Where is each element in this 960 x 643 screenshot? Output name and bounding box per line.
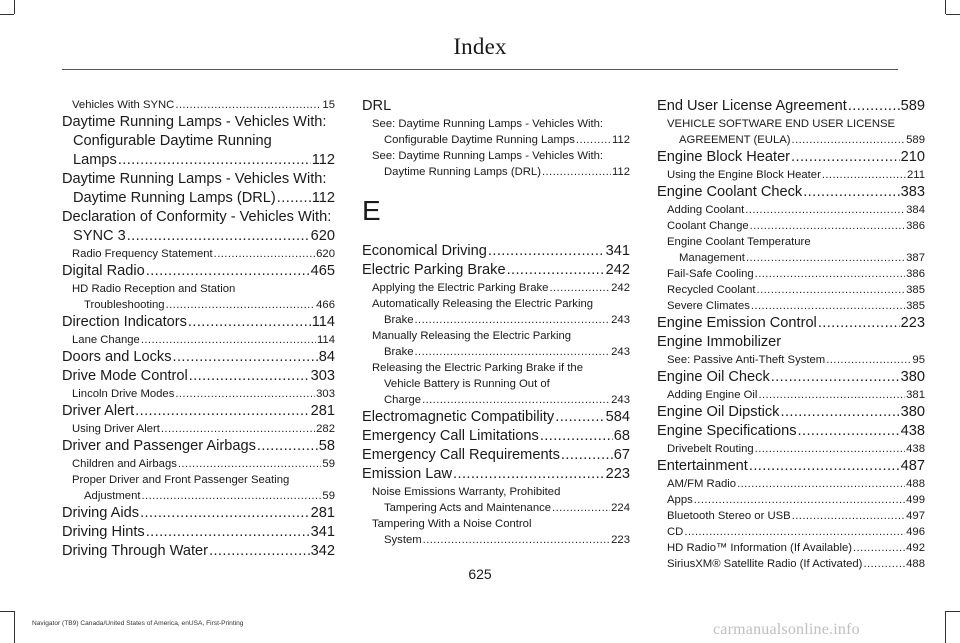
entry-page: 487	[900, 458, 925, 474]
crop-mark	[945, 0, 946, 14]
entry-page: 341	[310, 524, 335, 540]
entry-page: 386	[906, 220, 925, 232]
entry-page: 224	[611, 502, 630, 514]
entry-line[interactable]	[667, 132, 925, 148]
dot-leader	[798, 422, 900, 441]
index-entry[interactable]	[657, 403, 925, 422]
dot-leader	[189, 367, 310, 386]
entry-label: Engine Emission Control	[657, 315, 817, 331]
dot-leader	[757, 282, 906, 298]
index-column-1	[62, 97, 335, 561]
entry-page: 58	[318, 438, 335, 454]
index-entry[interactable]	[62, 523, 335, 542]
dot-leader	[173, 348, 318, 367]
entry-label: SYNC 3	[73, 228, 126, 244]
entry-label: VEHICLE SOFTWARE END USER LICENSE	[667, 118, 896, 130]
entry-page: 303	[310, 368, 335, 384]
dot-leader	[146, 262, 310, 281]
entry-label: Adding Coolant	[667, 204, 745, 216]
dot-leader	[542, 164, 611, 180]
index-entry[interactable]	[657, 368, 925, 387]
index-subentry[interactable]	[657, 167, 925, 183]
entry-page: 465	[310, 263, 335, 279]
entry-page: 488	[906, 558, 925, 570]
entry-page: 211	[906, 169, 925, 181]
entry-page: 223	[605, 466, 630, 482]
entry-page: 383	[900, 184, 925, 200]
entry-page: 620	[316, 248, 335, 260]
entry-page: 243	[611, 314, 630, 326]
index-subentry[interactable]	[657, 508, 925, 524]
dot-leader	[488, 242, 605, 261]
index-subentry[interactable]	[657, 202, 925, 218]
entry-label: See: Daytime Running Lamps - Vehicles With:	[372, 118, 604, 130]
index-entry[interactable]	[62, 348, 335, 367]
dot-leader	[209, 542, 310, 561]
index-subentry	[362, 360, 630, 408]
index-entry: DRL	[362, 98, 392, 114]
crop-mark	[946, 14, 960, 15]
entry-label: Troubleshooting	[84, 299, 165, 311]
entry-label: Recycled Coolant	[667, 284, 756, 296]
entry-page: 492	[906, 542, 925, 554]
entry-page: 210	[900, 149, 925, 165]
entry-line[interactable]	[372, 132, 630, 148]
dot-leader	[161, 421, 315, 437]
index-subentry[interactable]	[657, 524, 925, 540]
entry-label: Applying the Electric Parking Brake	[372, 282, 549, 294]
entry-label: Drivebelt Routing	[667, 443, 754, 455]
entry-page: 380	[900, 404, 925, 420]
index-entry: Engine Immobilizer	[657, 334, 782, 350]
page-number: 625	[468, 566, 492, 582]
entry-label: HD Radio™ Information (If Available)	[667, 542, 853, 554]
index-subentry	[362, 484, 630, 516]
entry-page: 341	[605, 243, 630, 259]
index-subentry	[362, 296, 630, 328]
entry-label: AM/FM Radio	[667, 478, 737, 490]
index-subentry[interactable]	[362, 280, 630, 296]
dot-leader	[791, 148, 900, 167]
index-entry[interactable]	[362, 427, 630, 446]
dot-leader	[507, 261, 605, 280]
dot-leader	[751, 298, 905, 314]
entry-page: 112	[311, 152, 335, 168]
entry-label: Daytime Running Lamps - Vehicles With:	[62, 171, 327, 187]
dot-leader	[277, 189, 311, 208]
entry-page: 466	[316, 299, 335, 311]
dot-leader	[758, 387, 905, 403]
entry-label: Driver and Passenger Airbags	[62, 438, 256, 454]
index-subentry	[362, 116, 630, 148]
entry-line[interactable]	[372, 532, 630, 548]
index-entry[interactable]	[657, 183, 925, 202]
entry-label: Severe Climates	[667, 300, 750, 312]
dot-leader	[746, 250, 905, 266]
entry-page: 438	[906, 443, 925, 455]
entry-label: Tampering With a Noise Control	[372, 518, 532, 530]
entry-label: Bluetooth Stereo or USB	[667, 510, 791, 522]
index-entry[interactable]	[62, 542, 335, 561]
crop-mark	[946, 611, 960, 612]
index-subentry[interactable]	[62, 456, 335, 472]
dot-leader	[135, 402, 309, 421]
dot-leader	[755, 441, 905, 457]
entry-line[interactable]	[372, 344, 630, 360]
entry-label: Entertainment	[657, 458, 748, 474]
entry-page: 488	[906, 478, 925, 490]
entry-page: 620	[310, 228, 335, 244]
entry-label: Brake	[384, 314, 414, 326]
dot-leader	[803, 183, 899, 202]
entry-page: 223	[611, 534, 630, 546]
entry-page: 114	[311, 314, 335, 330]
dot-leader	[175, 386, 315, 402]
index-subentry[interactable]	[62, 97, 335, 113]
index-subentry	[62, 472, 335, 504]
crop-mark	[0, 611, 14, 612]
dot-leader	[549, 280, 610, 296]
dot-leader	[684, 524, 905, 540]
entry-label: Using Driver Alert	[72, 423, 160, 435]
index-subentry[interactable]	[657, 492, 925, 508]
index-subentry[interactable]	[657, 387, 925, 403]
entry-label: Economical Driving	[362, 243, 487, 259]
entry-page: 242	[611, 282, 630, 294]
index-entry[interactable]	[62, 402, 335, 421]
entry-page: 438	[900, 423, 925, 439]
entry-page: 59	[322, 458, 335, 470]
entry-line[interactable]	[62, 151, 335, 170]
dot-leader	[750, 218, 905, 234]
index-entry[interactable]	[657, 148, 925, 167]
entry-label: Emission Law	[362, 466, 453, 482]
entry-label: System	[384, 534, 422, 546]
entry-label: Emergency Call Requirements	[362, 447, 560, 463]
index-subentry[interactable]	[657, 476, 925, 492]
entry-label: Lincoln Drive Modes	[72, 388, 175, 400]
entry-label: Fail-Safe Cooling	[667, 268, 754, 280]
index-entry[interactable]	[362, 465, 630, 484]
index-entry[interactable]	[62, 313, 335, 332]
entry-label: Driving Hints	[62, 524, 145, 540]
index-subentry[interactable]	[657, 298, 925, 314]
entry-page: 68	[613, 428, 630, 444]
entry-page: 242	[605, 262, 630, 278]
entry-label: Driving Through Water	[62, 543, 208, 559]
index-subentry[interactable]	[62, 386, 335, 402]
entry-page: 84	[318, 349, 335, 365]
index-entry[interactable]	[362, 261, 630, 280]
dot-leader	[453, 465, 605, 484]
entry-label: Proper Driver and Front Passenger Seating	[72, 474, 290, 486]
entry-label: Daytime Running Lamps - Vehicles With:	[62, 114, 327, 130]
entry-page: 589	[900, 98, 925, 114]
dot-leader	[792, 132, 906, 148]
entry-line[interactable]	[62, 227, 335, 246]
crop-mark	[945, 611, 946, 643]
index-subentry	[657, 234, 925, 266]
entry-line[interactable]	[667, 250, 925, 266]
dot-leader	[771, 368, 900, 387]
entry-page: 114	[316, 334, 335, 346]
dot-leader	[540, 427, 613, 446]
footer-note: Navigator (TB9) Canada/United States of America, enUSA, First-Printing	[32, 620, 244, 627]
index-subentry[interactable]	[62, 421, 335, 437]
entry-page: 496	[906, 526, 925, 538]
entry-page: 497	[906, 510, 925, 522]
index-entry	[62, 208, 335, 246]
entry-label: AGREEMENT (EULA)	[679, 134, 791, 146]
entry-label: See: Passive Anti-Theft System	[667, 354, 826, 366]
entry-line[interactable]	[72, 488, 335, 504]
dot-leader	[118, 151, 311, 170]
entry-label: Doors and Locks	[62, 349, 172, 365]
entry-page: 281	[310, 403, 335, 419]
entry-line[interactable]	[372, 164, 630, 180]
dot-leader	[853, 540, 905, 556]
entry-page: 223	[900, 315, 925, 331]
entry-label: Daytime Running Lamps (DRL)	[384, 166, 541, 178]
entry-label: Brake	[384, 346, 414, 358]
entry-page: 112	[611, 166, 630, 178]
entry-label: Lane Change	[72, 334, 140, 346]
index-subentry[interactable]	[62, 332, 335, 348]
entry-label: SiriusXM® Satellite Radio (If Activated)	[667, 558, 863, 570]
dot-leader	[178, 456, 322, 472]
index-entry[interactable]	[62, 367, 335, 386]
dot-leader	[415, 312, 611, 328]
entry-page: 95	[912, 354, 925, 366]
dot-leader	[257, 437, 318, 456]
entry-page: 112	[611, 134, 630, 146]
entry-label: Electromagnetic Compatibility	[362, 409, 555, 425]
entry-line[interactable]	[372, 500, 630, 516]
entry-page: 59	[322, 490, 335, 502]
dot-leader	[146, 523, 310, 542]
entry-label: Driving Aids	[62, 505, 140, 521]
entry-line[interactable]	[372, 392, 630, 408]
entry-page: 499	[906, 494, 925, 506]
header-divider	[62, 69, 898, 70]
entry-page: 112	[311, 190, 335, 206]
entry-label: Driver Alert	[62, 403, 135, 419]
index-entry[interactable]	[62, 262, 335, 281]
entry-label: Automatically Releasing the Electric Parking	[372, 298, 594, 310]
index-entry[interactable]	[657, 314, 925, 333]
entry-label: HD Radio Reception and Station	[72, 283, 236, 295]
entry-label: Management	[679, 252, 745, 264]
entry-page: 342	[310, 543, 335, 559]
index-subentry	[62, 281, 335, 313]
entry-page: 381	[906, 389, 925, 401]
entry-label: Radio Frequency Statement	[72, 248, 213, 260]
entry-label: Configurable Daytime Running Lamps	[384, 134, 575, 146]
entry-page: 380	[900, 369, 925, 385]
entry-page: 385	[906, 284, 925, 296]
entry-label: Engine Coolant Check	[657, 184, 803, 200]
entry-label: Drive Mode Control	[62, 368, 188, 384]
entry-label: Engine Specifications	[657, 423, 797, 439]
dot-leader	[555, 408, 604, 427]
entry-label-continued: Configurable Daytime Running	[73, 133, 272, 149]
entry-label-continued: Vehicle Battery is Running Out of	[384, 378, 550, 390]
entry-line[interactable]	[72, 297, 335, 313]
entry-page: 243	[611, 346, 630, 358]
entry-page: 281	[310, 505, 335, 521]
dot-leader	[141, 332, 316, 348]
entry-label: Engine Oil Dipstick	[657, 404, 780, 420]
entry-label: Noise Emissions Warranty, Prohibited	[372, 486, 561, 498]
dot-leader	[818, 314, 900, 333]
dot-leader	[415, 344, 611, 360]
index-entry[interactable]	[362, 446, 630, 465]
entry-label: Manually Releasing the Electric Parking	[372, 330, 572, 342]
dot-leader	[175, 97, 321, 113]
entry-label: Children and Airbags	[72, 458, 177, 470]
index-subentry	[657, 116, 925, 148]
index-subentry[interactable]	[657, 266, 925, 282]
entry-page: 584	[605, 409, 630, 425]
index-subentry[interactable]	[657, 540, 925, 556]
entry-label: Tampering Acts and Maintenance	[384, 502, 552, 514]
index-entry[interactable]	[362, 242, 630, 261]
entry-label: Releasing the Electric Parking Brake if the	[372, 362, 583, 374]
index-subentry[interactable]	[657, 218, 925, 234]
index-entry[interactable]	[62, 437, 335, 456]
dot-leader	[188, 313, 311, 332]
entry-label: Engine Block Heater	[657, 149, 791, 165]
entry-label: Adding Engine Oil	[667, 389, 758, 401]
entry-label: Emergency Call Limitations	[362, 428, 539, 444]
dot-leader	[848, 97, 900, 116]
section-letter: E	[362, 195, 381, 226]
entry-page: 387	[906, 252, 925, 264]
entry-label: See: Daytime Running Lamps - Vehicles With:	[372, 150, 604, 162]
entry-label: Vehicles With SYNC	[72, 99, 175, 111]
entry-line[interactable]	[372, 312, 630, 328]
entry-page: 243	[611, 394, 630, 406]
entry-label: CD	[667, 526, 684, 538]
entry-page: 386	[906, 268, 925, 280]
dot-leader	[694, 492, 905, 508]
dot-leader	[792, 508, 905, 524]
dot-leader	[142, 488, 322, 504]
index-entry[interactable]	[62, 504, 335, 523]
index-entry[interactable]	[657, 422, 925, 441]
entry-label: End User License Agreement	[657, 98, 847, 114]
dot-leader	[166, 297, 316, 313]
page-title: Index	[453, 34, 507, 59]
index-subentry[interactable]	[657, 352, 925, 368]
index-subentry	[362, 328, 630, 360]
dot-leader	[552, 500, 610, 516]
dot-leader	[423, 532, 610, 548]
index-entry	[62, 113, 335, 170]
index-subentry[interactable]	[657, 282, 925, 298]
entry-page: 384	[906, 204, 925, 216]
entry-label: Daytime Running Lamps (DRL)	[73, 190, 276, 206]
entry-label: Electric Parking Brake	[362, 262, 506, 278]
entry-page: 303	[316, 388, 335, 400]
index-subentry	[362, 148, 630, 180]
entry-line[interactable]	[62, 189, 335, 208]
entry-label: Declaration of Conformity - Vehicles With:	[62, 209, 332, 225]
crop-mark	[0, 14, 14, 15]
entry-page: 282	[316, 423, 335, 435]
crop-mark	[14, 0, 15, 14]
index-entry[interactable]	[657, 457, 925, 476]
dot-leader	[214, 246, 315, 262]
dot-leader	[749, 457, 900, 476]
entry-label: Using the Engine Block Heater	[667, 169, 821, 181]
index-subentry	[362, 516, 630, 548]
dot-leader	[422, 392, 610, 408]
index-entry	[62, 170, 335, 208]
entry-page: 589	[906, 134, 925, 146]
crop-mark	[14, 611, 15, 643]
index-column-3	[657, 97, 925, 572]
dot-leader	[576, 132, 611, 148]
dot-leader	[826, 352, 911, 368]
entry-label: Coolant Change	[667, 220, 749, 232]
index-column-2	[362, 97, 630, 548]
entry-label: Direction Indicators	[62, 314, 187, 330]
watermark: carmanualsonline.info	[713, 621, 860, 638]
index-entry[interactable]	[362, 408, 630, 427]
entry-label: Engine Coolant Temperature	[667, 236, 811, 248]
entry-label: Adjustment	[84, 490, 141, 502]
dot-leader	[737, 476, 905, 492]
entry-label: Engine Oil Check	[657, 369, 770, 385]
dot-leader	[140, 504, 310, 523]
entry-page: 385	[906, 300, 925, 312]
entry-label: Lamps	[73, 152, 117, 168]
dot-leader	[822, 167, 906, 183]
entry-page: 15	[322, 99, 335, 111]
dot-leader	[127, 227, 310, 246]
entry-label: Apps	[667, 494, 693, 506]
dot-leader	[561, 446, 613, 465]
dot-leader	[745, 202, 905, 218]
entry-label: Digital Radio	[62, 263, 145, 279]
index-subentry[interactable]	[62, 246, 335, 262]
dot-leader	[755, 266, 905, 282]
index-entry[interactable]	[657, 97, 925, 116]
dot-leader	[780, 403, 899, 422]
index-subentry[interactable]	[657, 441, 925, 457]
entry-page: 67	[613, 447, 630, 463]
entry-label: Charge	[384, 394, 422, 406]
